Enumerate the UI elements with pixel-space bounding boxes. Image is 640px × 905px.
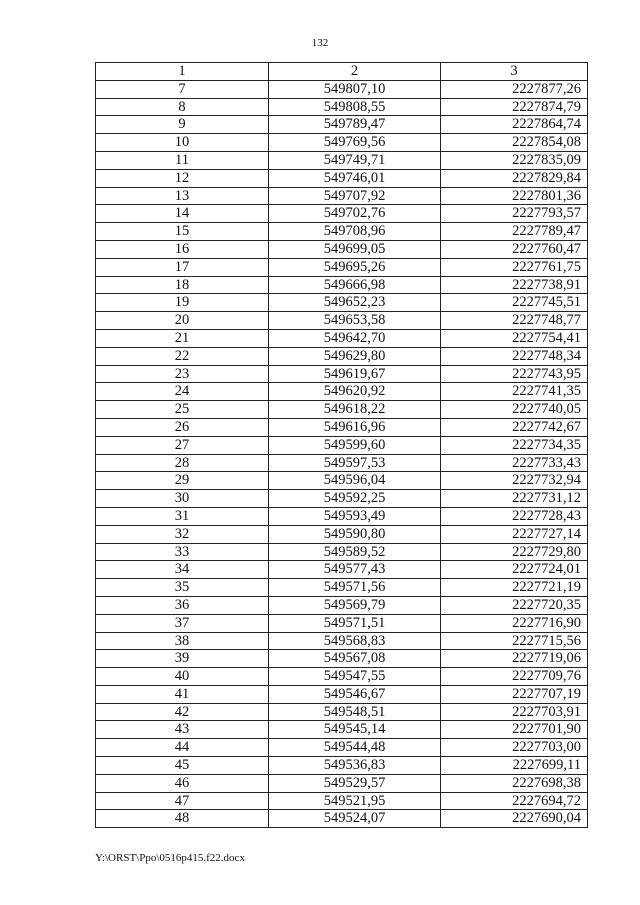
x-coordinate-cell: 549521,95 [269,792,441,810]
y-coordinate-cell: 2227754,41 [441,329,588,347]
table-row [96,703,588,721]
point-number-cell: 35 [96,579,269,597]
point-number-cell: 11 [96,151,269,169]
y-coordinate-cell: 2227729,80 [441,543,588,561]
point-number-cell: 33 [96,543,269,561]
x-coordinate-cell: 549571,51 [269,614,441,632]
point-number-cell: 42 [96,703,269,721]
y-coordinate-cell: 2227743,95 [441,365,588,383]
x-coordinate-cell: 549590,80 [269,525,441,543]
x-coordinate-cell: 549789,47 [269,116,441,134]
table-row [96,418,588,436]
point-number-cell: 8 [96,98,269,116]
point-number-cell: 30 [96,490,269,508]
x-coordinate-cell: 549599,60 [269,436,441,454]
point-number-cell: 41 [96,685,269,703]
y-coordinate-cell: 2227835,09 [441,151,588,169]
point-number-cell: 16 [96,240,269,258]
x-coordinate-cell: 549746,01 [269,169,441,187]
x-coordinate-cell: 549567,08 [269,650,441,668]
x-coordinate-cell: 549642,70 [269,329,441,347]
point-number-cell: 13 [96,187,269,205]
y-coordinate-cell: 2227760,47 [441,240,588,258]
y-coordinate-cell: 2227740,05 [441,401,588,419]
x-coordinate-cell: 549593,49 [269,507,441,525]
x-coordinate-cell: 549548,51 [269,703,441,721]
table-row [96,721,588,739]
table-row [96,205,588,223]
y-coordinate-cell: 2227748,77 [441,312,588,330]
y-coordinate-cell: 2227829,84 [441,169,588,187]
x-coordinate-cell: 549807,10 [269,80,441,98]
x-coordinate-cell: 549577,43 [269,561,441,579]
table-row [96,347,588,365]
y-coordinate-cell: 2227707,19 [441,685,588,703]
y-coordinate-cell: 2227701,90 [441,721,588,739]
x-coordinate-cell: 549545,14 [269,721,441,739]
table-row [96,329,588,347]
table-row [96,650,588,668]
x-coordinate-cell: 549568,83 [269,632,441,650]
y-coordinate-cell: 2227709,76 [441,668,588,686]
x-coordinate-cell: 549597,53 [269,454,441,472]
x-coordinate-cell: 549653,58 [269,312,441,330]
table-row [96,294,588,312]
y-coordinate-cell: 2227716,90 [441,614,588,632]
point-number-cell: 15 [96,223,269,241]
x-coordinate-cell: 549524,07 [269,810,441,828]
y-coordinate-cell: 2227727,14 [441,525,588,543]
x-coordinate-cell: 549708,96 [269,223,441,241]
y-coordinate-cell: 2227854,08 [441,134,588,152]
table-row [96,490,588,508]
table-row [96,792,588,810]
point-number-cell: 27 [96,436,269,454]
x-coordinate-cell: 549544,48 [269,739,441,757]
table-row [96,383,588,401]
point-number-cell: 29 [96,472,269,490]
point-number-cell: 10 [96,134,269,152]
point-number-cell: 45 [96,757,269,775]
x-coordinate-cell: 549571,56 [269,579,441,597]
point-number-cell: 39 [96,650,269,668]
x-coordinate-cell: 549589,52 [269,543,441,561]
y-coordinate-cell: 2227748,34 [441,347,588,365]
table-row [96,134,588,152]
point-number-cell: 24 [96,383,269,401]
x-coordinate-cell: 549666,98 [269,276,441,294]
y-coordinate-cell: 2227734,35 [441,436,588,454]
point-number-cell: 12 [96,169,269,187]
y-coordinate-cell: 2227864,74 [441,116,588,134]
x-coordinate-cell: 549536,83 [269,757,441,775]
y-coordinate-cell: 2227877,26 [441,80,588,98]
table-row [96,116,588,134]
y-coordinate-cell: 2227732,94 [441,472,588,490]
point-number-cell: 34 [96,561,269,579]
point-number-cell: 26 [96,418,269,436]
y-coordinate-cell: 2227724,01 [441,561,588,579]
point-number-cell: 31 [96,507,269,525]
x-coordinate-cell: 549629,80 [269,347,441,365]
table-row [96,223,588,241]
point-number-cell: 17 [96,258,269,276]
point-number-cell: 9 [96,116,269,134]
point-number-cell: 23 [96,365,269,383]
point-number-cell: 37 [96,614,269,632]
table-row [96,169,588,187]
x-coordinate-cell: 549699,05 [269,240,441,258]
point-number-cell: 14 [96,205,269,223]
point-number-cell: 36 [96,596,269,614]
table-row [96,774,588,792]
y-coordinate-cell: 2227738,91 [441,276,588,294]
point-number-cell: 43 [96,721,269,739]
x-coordinate-cell: 549652,23 [269,294,441,312]
x-coordinate-cell: 549546,67 [269,685,441,703]
table-row [96,561,588,579]
y-coordinate-cell: 2227699,11 [441,757,588,775]
table-row [96,685,588,703]
x-coordinate-cell: 549620,92 [269,383,441,401]
table-row [96,614,588,632]
table-row [96,579,588,597]
table-row [96,668,588,686]
x-coordinate-cell: 549769,56 [269,134,441,152]
header-cell-3: 3 [441,63,588,81]
page-number: 132 [311,37,329,49]
y-coordinate-cell: 2227741,35 [441,383,588,401]
table-row [96,312,588,330]
point-number-cell: 28 [96,454,269,472]
y-coordinate-cell: 2227801,36 [441,187,588,205]
table-body [96,63,588,828]
y-coordinate-cell: 2227745,51 [441,294,588,312]
table-row [96,436,588,454]
y-coordinate-cell: 2227715,56 [441,632,588,650]
point-number-cell: 25 [96,401,269,419]
table-row [96,151,588,169]
x-coordinate-cell: 549616,96 [269,418,441,436]
x-coordinate-cell: 549592,25 [269,490,441,508]
y-coordinate-cell: 2227733,43 [441,454,588,472]
table-row [96,757,588,775]
y-coordinate-cell: 2227720,35 [441,596,588,614]
x-coordinate-cell: 549749,71 [269,151,441,169]
y-coordinate-cell: 2227721,19 [441,579,588,597]
point-number-cell: 46 [96,774,269,792]
point-number-cell: 21 [96,329,269,347]
x-coordinate-cell: 549529,57 [269,774,441,792]
x-coordinate-cell: 549695,26 [269,258,441,276]
y-coordinate-cell: 2227874,79 [441,98,588,116]
point-number-cell: 18 [96,276,269,294]
coordinates-table [95,62,588,828]
table-row [96,187,588,205]
x-coordinate-cell: 549618,22 [269,401,441,419]
point-number-cell: 40 [96,668,269,686]
table-row [96,454,588,472]
table-row [96,365,588,383]
y-coordinate-cell: 2227728,43 [441,507,588,525]
x-coordinate-cell: 549596,04 [269,472,441,490]
table-row [96,810,588,828]
y-coordinate-cell: 2227742,67 [441,418,588,436]
table-row [96,80,588,98]
y-coordinate-cell: 2227703,00 [441,739,588,757]
table-row [96,472,588,490]
header-cell-1: 1 [96,63,269,81]
y-coordinate-cell: 2227793,57 [441,205,588,223]
y-coordinate-cell: 2227703,91 [441,703,588,721]
y-coordinate-cell: 2227719,06 [441,650,588,668]
point-number-cell: 19 [96,294,269,312]
point-number-cell: 32 [96,525,269,543]
x-coordinate-cell: 549569,79 [269,596,441,614]
table-row [96,401,588,419]
y-coordinate-cell: 2227698,38 [441,774,588,792]
table-row [96,632,588,650]
point-number-cell: 48 [96,810,269,828]
x-coordinate-cell: 549702,76 [269,205,441,223]
table-row [96,276,588,294]
y-coordinate-cell: 2227789,47 [441,223,588,241]
point-number-cell: 22 [96,347,269,365]
table-row [96,596,588,614]
table-row [96,507,588,525]
point-number-cell: 38 [96,632,269,650]
table-row [96,543,588,561]
header-cell-2: 2 [269,63,441,81]
y-coordinate-cell: 2227690,04 [441,810,588,828]
table-row [96,240,588,258]
y-coordinate-cell: 2227731,12 [441,490,588,508]
x-coordinate-cell: 549707,92 [269,187,441,205]
y-coordinate-cell: 2227761,75 [441,258,588,276]
table-row [96,98,588,116]
x-coordinate-cell: 549808,55 [269,98,441,116]
point-number-cell: 20 [96,312,269,330]
point-number-cell: 44 [96,739,269,757]
table-header-row [96,63,588,81]
table-row [96,525,588,543]
footer-file-path: Y:\ORST\Ppo\0516p415.f22.docx [95,852,245,864]
table-row [96,739,588,757]
point-number-cell: 47 [96,792,269,810]
x-coordinate-cell: 549547,55 [269,668,441,686]
x-coordinate-cell: 549619,67 [269,365,441,383]
table-row [96,258,588,276]
point-number-cell: 7 [96,80,269,98]
y-coordinate-cell: 2227694,72 [441,792,588,810]
